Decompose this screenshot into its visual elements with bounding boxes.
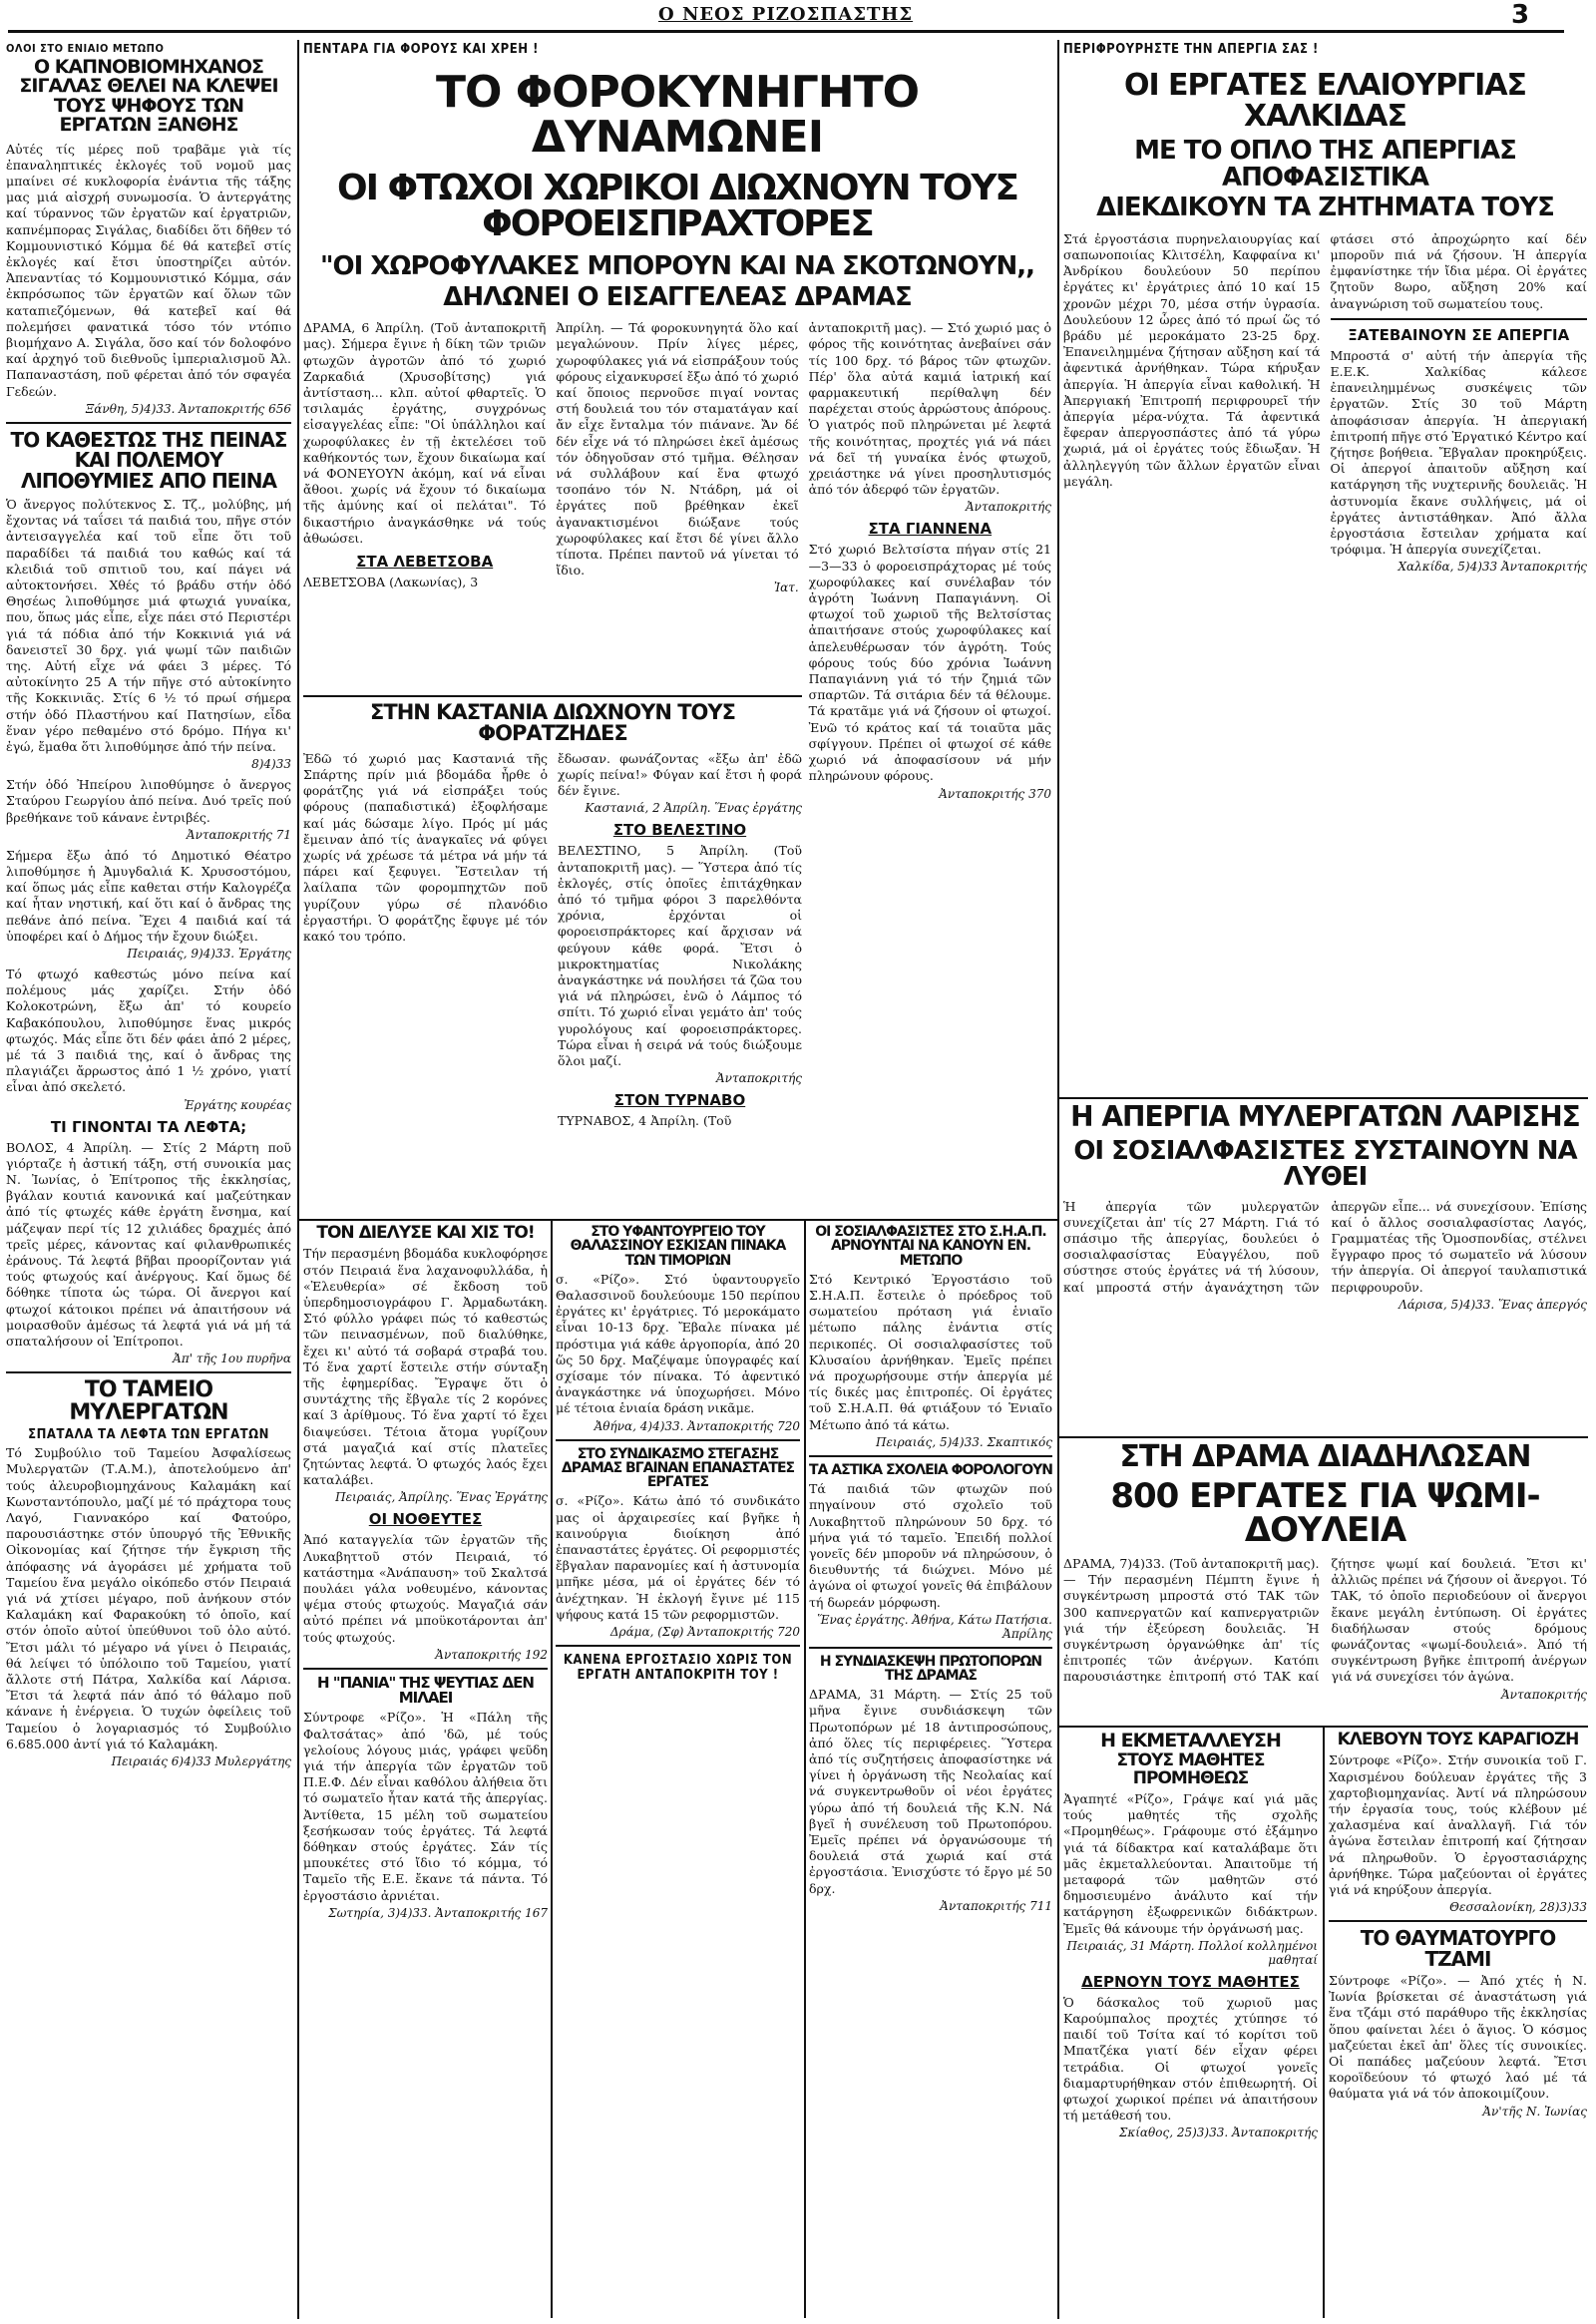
headline: ΤΟ ΚΑΘΕΣΤΩΣ ΤΗΣ ΠΕΙΝΑΣ ΚΑΙ ΠΟΛΕΜΟΥ ΛΙΠΟΘΥΜΙΕΣ ΑΠΟ ΠΕΙΝΑ: [10, 427, 287, 493]
article-body: Τό φτωχό καθεστώς μόνο πείνα καί πολέμους μάς χαρίζει. Στήν ὁδό Κολοκοτρώνη, ἔξω ἀπ' τό κουρείο Καβακόπουλου, λιποθύμησε ἕνας μικρός φτωχός. Μάς εἶπε ὅτι δέν φάει ἀπό 2 μέρες, μέ τά 3 παιδιά της, καί ὁ ἄνδρας της πλαγιάζει ἄρρωστος ἀπό 1 ½ χρόνο, γιατί εἶναι ἀπό σκελετό.: [6, 967, 291, 1095]
page-number: 3: [1511, 0, 1530, 30]
column-2-lower-b: [556, 1225, 800, 2319]
subheading: ΣΤΟΝ ΤΥΡΝΑΒΟ: [613, 1091, 746, 1110]
dateline: ΤΥΡΝΑΒΟΣ, 4 Ἀπρίλη. (Τοῦ: [558, 1113, 732, 1129]
separator: [556, 1439, 800, 1441]
column-divider: [551, 1221, 553, 2318]
article-body: ΔΡΑΜΑ, 31 Μάρτη. — Στίς 25 τοῦ μῆνα ἔγινε συνδιάσκεψη τῶν Πρωτοπόρων μέ 18 ἀντιπροσώπους, ἀπό ὅλες τίς περιφέρειες. Ὕστερα ἀπό τίς συζητήσεις ἀποφασίστηκε νά γίνει ἡ ὀργάνωση τῆς Νεολαίας καί νά συγκεντρωθοῦν οἱ νέοι ἐργάτες γύρω ἀπό τή δουλειά τῆς Κ.Ν. Νά βγεῖ ἡ συνέλευση τοῦ Πρωτοπόρου. Ἐμεῖς πρέπει νά ὀργανώσουμε τή δουλειά στά χωριά καί στά ἐργοστάσια. Ἐνισχύστε τό ἔργο μέ 50 δρχ.: [809, 1687, 1052, 1896]
article-signature: Πειραιάς, Ἀπρίλης. Ἕνας Ἐργάτης: [335, 1490, 548, 1505]
article-signature: Λάρισα, 5)4)33. Ἕνας ἀπεργός: [1398, 1297, 1587, 1312]
subheading: ΣΤΟ ΒΕΛΕΣΤΙΝΟ: [612, 821, 747, 840]
separator: [303, 695, 802, 697]
headline: ΣΤΟ ΥΦΑΝΤΟΥΡΓΕΙΟ ΤΟΥ ΘΑΛΑΣΣΙΝΟΥ ΕΣΚΙΣΑΝ ΠΙΝΑΚΑ ΤΩΝ ΤΙΜΟΡΙΩΝ: [570, 1225, 786, 1269]
headline: ΟΙ ΣΟΣΙΑΛΦΑΣΙΣΤΕΣ ΣΥΣΤΑΙΝΟΥΝ ΝΑ ΛΥΘΕΙ: [1073, 1135, 1577, 1193]
article-signature: Χαλκίδα, 5)4)33 Ἀνταποκριτής: [1397, 560, 1587, 575]
article-body: ΒΟΛΟΣ, 4 Ἀπρίλη. — Στίς 2 Μάρτη ποῦ γιόρταζε ἡ ἀστική τάξη, στή συνοικία μας Ν. Ἰωνίας, ὁ Ἐπίτροπος τῆς ἐκκλησίας, βγάλαν κουτιά κανονικά καί μαζεύτηκαν ἀπό τίς φτωχές κάθε ἐργάτη ἔνσημα, καί μάζεψαν περί τίς 12 χιλιάδες δραχμές ἀπό τρεῖς μέρες, κάνοντας καί φιλανθρωπικές ἐράνους. Τά λεφτά βῆβαι προορίζονταν γιά τούς φτωχούς καί ἀνέργους. Καί ὅμως δέ δόθηκε τίποτα ὡς τώρα. Οἱ ἄνεργοι καί φτωχοί κάτοικοι πρέπει νά ἀπαιτήσουν νά μοιρασθοῦν ἀμέσως τά λεφτά γιά νά μή τά σπαταλήσουν οἱ Ἐπίτροποι.: [6, 1139, 291, 1350]
article-signature: Θεσσαλονίκη, 28)3)33: [1449, 1900, 1587, 1915]
article-signature: Πειραιάς, 9)4)33. Ἐργάτης: [127, 947, 291, 961]
separator: [1329, 1920, 1587, 1922]
headline: Η ΣΥΝΔΙΑΣΚΕΨΗ ΠΡΩΤΟΠΟΡΩΝ ΤΗΣ ΔΡΑΜΑΣ: [819, 1653, 1042, 1684]
article-body: Μπροστά σ' αὐτή τήν ἀπεργία τῆς Ε.Ε.Κ. Χαλκίδας κάλεσε ἐπανειλημμένως συσκέψεις τῶν ἐργατῶν. Στίς 30 τοῦ Μάρτη ἀποφάσισαν ἀπεργία. Ἡ ἀπεργιακή ἐπιτροπή πῆγε στό Ἐργατικό Κέντρο καί ζήτησε βοήθεια. Ἔβγαλαν προκηρύξεις. Οἱ ἀπεργοί ἀπαιτοῦν αὔξηση καί κατάργηση τῆς νυχτερινῆς δουλειᾶς. Ἡ ἀστυνομία ἔκανε συλλήψεις, μά οἱ ἐργάτες ἀντιστάθηκαν. Ἀπό ἄλλα ἐργοστάσια ἔστειλαν χρήματα καί τρόφιμα. Ἡ ἀπεργία συνεχίζεται.: [1330, 347, 1587, 558]
headline: ΤΟ ΤΑΜΕΙΟ ΜΥΛΕΡΓΑΤΩΝ: [69, 1377, 228, 1425]
kicker: ΟΛΟΙ ΣΤΟ ΕΝΙΑΙΟ ΜΕΤΩΠΟ: [6, 42, 165, 55]
headline: Ο ΚΑΠΝΟΒΙΟΜΗΧΑΝΟΣ ΣΙΓΑΛΑΣ ΘΕΛΕΙ ΝΑ ΚΛΕΨΕΙ ΤΟΥΣ ΨΗΦΟΥΣ ΤΩΝ ΕΡΓΑΤΩΝ ΞΑΝΘΗΣ: [19, 56, 278, 137]
article-signature: Σωτηρία, 3)4)33. Ἀνταποκριτής 167: [328, 1905, 548, 1920]
separator: [1331, 318, 1588, 320]
article-body: Τό Συμβούλιο τοῦ Ταμείου Ἀσφαλίσεως Μυλεργατῶν (Τ.Α.Μ.), ἀποτελούμενο ἀπ' τούς ἀλευροβιομηχάνους Καλαμάκη καί Κωνσταντόπουλο, μαζί μέ τό πράχτορα τους Λαγό, Γιαννακόρο καί Φατούρο, παρουσιάστηκε στόν ὑπουργό τῆς Ἐθνικῆς Οἰκονομίας καί ζήτησε τήν ἔγκριση τῆς ἀπόφασης νά ἀγοράσει μέ χρήματα τοῦ Ταμείου ἕνα μεγάλο οἰκόπεδο στόν Πειραιά γιά νά χτίσει μέγαρο, ποῦ ἀνήκουν στόν Καλαμάκη καί Φαρακούκη τό ὁποῖο, καί στόν ὁποῖο αὐτοί ὑπεύθυνοι τοῦ ὁλο αὐτό. Ἔτσι μάλι τό μέγαρο νά γίνει ὁ Πειραιάς, θά λείψει τό ὑπόλοιπο τοῦ Ταμείου, γιατί ἄλλοτε στή Πάτρα, Χαλκίδα καί Λάρισα. Ἔτσι τά λεφτά πάν ἀπό τό θάλαμο ποῦ κάνανε ἡ ἐνέργεια. Ὁ τυχών ὀφείλεις τοῦ Ταμείου ὁ λογαριασμός τό Συμβούλιο 6.685.000 ἀντί γιά τό Καλαμάκη.: [6, 1445, 291, 1751]
subheading: ΣΤΑ ΛΕΒΕΤΣΟΒΑ: [356, 553, 494, 572]
separator: [556, 1645, 800, 1647]
headline: ΣΤΗΝ ΚΑΣΤΑΝΙΑ ΔΙΩΧΝΟΥΝ ΤΟΥΣ ΦΟΡΑΤΖΗΔΕΣ: [370, 700, 735, 746]
subheading: ΟΙ ΝΟΘΕΥΤΕΣ: [368, 1510, 483, 1529]
headline: ΟΙ ΦΤΩΧΟΙ ΧΩΡΙΚΟΙ ΔΙΩΧΝΟΥΝ ΤΟΥΣ ΦΟΡΟΕΙΣΠΡΑΧΤΟΡΕΣ: [336, 167, 1018, 245]
column-2-top: [303, 42, 1051, 1219]
headline: ΔΗΛΩΝΕΙ Ο ΕΙΣΑΓΓΕΛΕΑΣ ΔΡΑΜΑΣ: [443, 281, 912, 312]
headline: ΤΟ ΘΑΥΜΑΤΟΥΡΓΟ ΤΖΑΜΙ: [1360, 1926, 1556, 1971]
headline: ΟΙ ΕΡΓΑΤΕΣ ΕΛΑΙΟΥΡΓΙΑΣ ΧΑΛΚΙΔΑΣ: [1123, 68, 1527, 134]
article-body: Ἀπό καταγγελία τῶν ἐργατῶν τῆς Λυκαβηττοῦ στόν Πειραιά, τό κατάστημα «Ἀνάπαυση» τοῦ Σκαλτσά πουλάει γάλα νοθευμένο, κάνοντας ψέμα στούς φτωχούς. Μαγαζιά σάν αὐτό πρέπει νά μποϋκοτάρονται ἀπ' τούς φτωχούς.: [303, 1532, 548, 1645]
subheading: ΣΤΑ ΓΙΑΝΝΕΝΑ: [868, 520, 993, 539]
article-signature: Πειραιάς, 5)4)33. Σκαπτικός: [876, 1434, 1052, 1449]
article-body: Αὐτές τίς μέρες ποῦ τραβᾶμε γιὰ τίς ἐπαναληπτικές ἐκλογές τοῦ νομοῦ μας μπαίνει σέ κυκλοφορία ἐνάντια τῆς τάξης μας μιά αἰσχρή συνωμοσία. Ὁ ἀντεργάτης καί τύραννος τῶν ἐργατῶν καί ἐργατριῶν, καπνέμπορας Σιγάλας, διαδίδει ὅτι δῆθεν τό Κομμουνιστικό Κόμμα δέ θά κατεβεῖ στίς ἐκλογές καί ἔτσι ὑποστηρίζει αὐτόν. Ἀπεναντίας τό Κομμουνιστικό Κόμμα, σάν ἐκπρόσωπος τῶν ἐργατῶν καί ὅλων τῶν καταπιεζόμενων, θά κατεβεῖ καί θά πολεμήσει φανατικά τόσο τόν ντόπιο βιομήχανο Α. Σιγάλα, ὅσο καί τόν δολοφόνο καί ἀρχηγό τοῦ διεθνοῦς ἰμπεριαλισμοῦ Ἀλ. Παπαναστάση, ποῦ φέρεται ἀπό τόν σφαγέα Γεδεών.: [6, 141, 291, 399]
article-signature: Ἀθήνα, 4)4)33. Ἀνταποκριτής 720: [594, 1418, 800, 1433]
masthead-rule: [8, 30, 1564, 33]
column-2-lower-a: [303, 1225, 548, 2319]
column-2-lower-c: [809, 1225, 1052, 2319]
article-signature: Ἀνταποκριτής 370: [939, 786, 1051, 801]
article-signature: Πειραιάς, 31 Μάρτη. Πολλοί κολλημένοι μαθηταί: [1066, 1938, 1318, 1967]
article-signature: Ἀνταποκριτής: [716, 1071, 802, 1086]
dateline: ΛΕΒΕΤΣΟΒΑ (Λακωνίας), 3: [303, 575, 479, 590]
article-signature: Καστανιά, 2 Ἀπρίλη. Ἕνας ἐργάτης: [585, 801, 802, 816]
column-divider: [804, 1221, 806, 2318]
headline: Η "ΠΑΝΙΑ" ΤΗΣ ΨΕΥΤΙΑΣ ΔΕΝ ΜΙΛΑΕΙ: [317, 1673, 534, 1708]
separator: [299, 1219, 1057, 1221]
article-signature: Ἀν'τῆς Ν. Ἰωνίας: [1482, 2104, 1587, 2119]
article-body: Ἐδῶ τό χωριό μας Καστανιά τῆς Σπάρτης πρίν μιά βδομάδα ἦρθε ὁ φοράτζης γιά νά εἰσπράξει τούς φόρους (παπαδιστικά) ἐξοφλήσαμε καί μάς δώσαμε λίγο. Πρός μί μάς ἔμειναν ἀπό τίς ἀναγκαῖες νά φύγει χωρίς νά χρέωσε τά μέτρα νά μήν τά πάρει καί ξεφυγει. Ἔστειλαν τή λαίλαπα τῶν φορομπηχτῶν ποῦ γυρίζουν γύρω σέ πλανόδιο ἐργαστήρι. Ὁ φοράτζης ἔφυγε μέ τόν κακό του τρόπο.: [303, 750, 548, 945]
subheading: ΔΕΡΝΟΥΝ ΤΟΥΣ ΜΑΘΗΤΕΣ: [1081, 1972, 1300, 1991]
headline: 800 ΕΡΓΑΤΕΣ ΓΙΑ ΨΩΜΙ-ΔΟΥΛΕΙΑ: [1110, 1475, 1540, 1551]
headline: Η ΑΠΕΡΓΙΑ ΜΥΛΕΡΓΑΤΩΝ ΛΑΡΙΣΗΣ: [1070, 1103, 1580, 1133]
headline: ΣΤΟ ΣΥΝΔΙΚΑΣΜΟ ΣΤΕΓΑΣΗΣ ΔΡΑΜΑΣ ΒΓΑΙΝΑΝ ΕΠΑΝΑΣΤΑΤΕΣ ΕΡΓΑΤΕΣ: [561, 1445, 795, 1491]
separator: [6, 1371, 291, 1373]
article-body: Ἡ ἀπεργία τῶν μυλεργατῶν συνεχίζεται ἀπ' τίς 27 Μάρτη. Γιά τό σπάσιμο τῆς ἀπεργίας, δουλεύει ὁ σοσιαλφασίστας Εὐαγγέλου, ποῦ σύστησε στούς ἐργάτες νά τή λύσουν, καί μπροστά στήν ἀγανάχτηση τῶν ἀπεργῶν εἶπε... νά συνεχίσουν. Ἐπίσης καί ὁ ἄλλος σοσιαλφασίστας Λαγός, Γραμματέας τῆς Ὁμοσπονδίας, στέλνει ἔγγραφο προς τό σωματεῖο νά λύσουν τήν ἀπεργία. Οἱ ἀπεργοί ταυλαπιστικά περιφρουροῦν.: [1063, 1198, 1587, 1295]
article-body: σ. «Ρίζο». Στό ὑφαντουργεῖο Θαλασσινοῦ δουλεύουμε 150 περίπου ἐργάτες κι' ἐργάτριες. Τό μεροκάματο εἶναι 10-13 δρχ. Ἔβαλε πίνακα μέ πρόστιμα γιά κάθε ἀργοπορία, ἀπό 20 ὥς 50 δρχ. Μαζέψαμε ὑπογραφές καί σχίσαμε τόν πίνακα. Τό ἀφεντικό ἀναγκάστηκε νά ὑποχωρήσει. Μόνο μέ τέτοια ἑνιαία δράση νικᾶμε.: [556, 1271, 800, 1416]
separator: [809, 1455, 1052, 1457]
headline: Η ΕΚΜΕΤΑΛΛΕΥΣΗ: [1100, 1732, 1281, 1751]
article-body: Σύντροφε «Ρίζο». Στήν συνοικία τοῦ Γ. Χαρισμένου δούλευαν ἐργάτες τῆς 3 χαρτοβιομηχανίας. Ἀντί νά πληρώσουν τήν ἐργασία τους, τούς κλέβουν μέ χαλασμένα καί ἀναλλαγῆ. Γιά τόν ἀγώνα ἔστειλαν ἐπιτροπή καί ζήτησαν νά πληρωθοῦν. Ὁ ἐργοστασιάρχης ἀρνήθηκε. Τώρα μαζεύονται οἱ ἐργάτες γιά νά κηρύξουν ἀπεργία.: [1329, 1752, 1587, 1897]
headline: ΚΛΕΒΟΥΝ ΤΟΥΣ ΚΑΡΑΓΙΟΖΗ: [1337, 1732, 1579, 1749]
headline: ΔΙΕΚΔΙΚΟΥΝ ΤΑ ΖΗΤΗΜΑΤΑ ΤΟΥΣ: [1096, 193, 1554, 223]
article-col: [1063, 231, 1321, 581]
headline: ΟΙ ΣΟΣΙΑΛΦΑΣΙΣΤΕΣ ΣΤΟ Σ.Η.Α.Π. ΑΡΝΟΥΝΤΑΙ ΝΑ ΚΑΝΟΥΝ ΕΝ. ΜΕΤΩΠΟ: [815, 1225, 1046, 1269]
article-signature: Ἰατ.: [773, 581, 799, 595]
headline: ΤΟΝ ΔΙΕΛΥΣΕ ΚΑΙ ΧΙΣ ΤΟ!: [316, 1225, 535, 1243]
masthead: [0, 0, 1596, 40]
article-signature: 8)4)33: [251, 757, 291, 772]
column-divider: [1323, 1728, 1325, 2318]
article-body: ΒΕΛΕΣΤΙΝΟ, 5 Ἀπρίλη. (Τοῦ ἀνταποκριτῆ μας). — Ὕστερα ἀπό τίς ἐκλογές, στίς ὁποῖες ἐπιτάχθηκαν ἀπό τό τμῆμα φόροι 3 παρελθόντα χρόνια, ἐρχόνται οἱ φοροεισπράκτορες καί ἄρχισαν νά φεύγουν κάθε φορά. Ἔτσι ὁ μικροκτηματίας Νικολάκης ἀναγκάστηκε νά πουλήσει τά ζῶα του γιά νά πληρώσει, ἐνῶ ὁ Λάμπος τό σπίτι. Τό χωριό εἶναι γεμάτο ἀπ' τούς γυρολόγους καί φοροεισπράκτορες. Τώρα εἶναι ἡ σειρά νά τούς διώξουμε ὅλοι μαζί.: [558, 843, 802, 1069]
headline: ΜΕ ΤΟ ΟΠΛΟ ΤΗΣ ΑΠΕΡΓΙΑΣ ΑΠΟΦΑΣΙΣΤΙΚΑ: [1134, 136, 1516, 193]
kicker: ΠΕΡΙΦΡΟΥΡΗΣΤΕ ΤΗΝ ΑΠΕΡΓΙΑ ΣΑΣ !: [1063, 42, 1319, 57]
subheading: ΤΙ ΓΙΝΟΝΤΑΙ ΤΑ ΛΕΦΤΑ;: [50, 1117, 247, 1136]
headline: "ΟΙ ΧΩΡΟΦΥΛΑΚΕΣ ΜΠΟΡΟΥΝ ΚΑΙ ΝΑ ΣΚΟΤΩΝΟΥΝ,,: [319, 251, 1035, 282]
headline: ΣΤΟΥΣ ΜΑΘΗΤΕΣ ΠΡΟΜΗΘΕΩΣ: [1116, 1750, 1265, 1788]
separator: [303, 1668, 548, 1670]
article-body: ἀνταποκριτῆ μας). — Στό χωριό μας ὁ φόρος τῆς κοινότητας ἀνεβαίνει σάν τίς 100 δρχ. τό βάρος τῶν φτωχῶν. Πέρ' ὅλα αὐτά καμιά ἰατρική καί φαρμακευτική περίθαλψη δέν παρέχεται στούς ἀρρώστους ἀπόρους. Ὁ γιατρός ποῦ πληρώνεται μέ λεφτά τῆς κοινότητας, προχτές γιά νά πάει νά δεῖ τή γυναίκα ἑνός φτωχοῦ, χρειάστηκε νά γίνει προσηλυτισμός ἀπό τόν ἀδερφό τῶν ἐργατῶν.: [808, 320, 1051, 498]
headline: ΤΑ ΑΣΤΙΚΑ ΣΧΟΛΕΙΑ ΦΟΡΟΛΟΓΟΥΝ: [809, 1461, 1052, 1478]
separator: [809, 1647, 1052, 1649]
column-divider: [297, 40, 299, 2319]
article-col: [809, 320, 1051, 806]
article-body: φτάσει στό ἀπροχώρητο καί δέν μποροῦν πιά νά ζήσουν. Ἡ ἀπεργία ἐμφανίστηκε τήν ἴδια μέρα. Οἱ ἐργάτες ζητοῦν 8ωρο, αὔξηση 20% καί ἀναγνώριση τοῦ σωματείου τους.: [1330, 230, 1587, 311]
article-body: Ὁ δάσκαλος τοῦ χωριοῦ μας Καρούμπαλος προχτές χτύπησε τό παιδί τοῦ Τσίτα καί τό κορίτσι τοῦ Μπατζέκα γιατί δέν εἶχαν φέρει τετράδια. Οἱ φτωχοί γονεῖς διαμαρτυρήθηκαν στόν ἐπιθεωρητή. Οἱ φτωχοί χωρικοί πρέπει νά ἀπαιτήσουν τή μετάθεσή του.: [1063, 1994, 1318, 2124]
article-body: ΔΡΑΜΑ, 7)4)33. (Τοῦ ἀνταποκριτῆ μας).— Τήν περασμένη Πέμπτη ἔγινε ἡ συγκέντρωση μπροστά στό ΤΑΚ τῶν 300 καπνεργατῶν καί καπνεργατριῶν γιά τήν ἐξεύρεση δουλειᾶς. Ἡ συγκέντρωση ὀργανώθηκε ἀπ' τίς ἐπιτροπές τῶν ἀνέργων. Κατόπι παρουσιάστηκε ἐπιτροπή στό ΤΑΚ καί ζήτησε ψωμί καί δουλειά. Ἔτσι κι' ἀλλιῶς πρέπει νά ζήσουν οἱ ἄνεργοι. Τό ΤΑΚ, τό ὁποῖο περιοδεύουν οἱ ἄνεργοι ἔκανε μεγάλη ἐντύπωση. Οἱ ἐργάτες διαδήλωσαν στούς δρόμους φωνάζοντας «ψωμί-δουλειά». Ἀπό τή συγκέντρωση βγῆκε ἐπιτροπή ἀνέργων γιά νά συνεχίσει τόν ἀγώνα.: [1063, 1555, 1587, 1685]
column-3-top: [1063, 42, 1587, 1239]
column-3-lower-a: [1063, 1732, 1318, 2320]
column-divider: [1057, 40, 1059, 2319]
article-signature: Ἐργάτης κουρέας: [184, 1097, 291, 1112]
article-columns: [303, 751, 802, 1130]
article-col: [303, 751, 548, 1130]
newspaper-title: Ο ΝΕΟΣ ΡΙΖΟΣΠΑΣΤΗΣ: [658, 4, 914, 25]
article-signature: Σκίαθος, 25)3)33. Ἀνταποκριτής: [1118, 2126, 1318, 2140]
column-1: [6, 42, 291, 2321]
article-body: Ἀπρίλη. — Τά φοροκυνηγητά ὅλο καί μεγαλώνουν. Πρίν λίγες μέρες, χωροφύλακες γιά νά εἰσπράξουν τούς φόρους εἰχανκυρσεί ἔξω ἀπό τό χωριό καί ὅποιος περνοῦσε πιγαί νοντας στή δουλειά του τόν σταματάγαν καί ἄν εἶχε ἔνταλμα τόν πιάνανε. Ἄν δέ δέν εἶχε νά τό πληρώσει ἐκεῖ ἀμέσως τόν ὁδηγοῦσαν στό τμῆμα. Θέλησαν νά συλλάβουν καί ἕνα φτωχό τσοπάνο τόν Ν. Ντάδρη, μά οἱ ἐργάτες ποῦ βρέθηκαν ἐκεῖ ἀγανακτισμένοι διώξανε τούς χωροφύλακες καί ἔτσι δέ γίνει ἄλλο τίποτα. Πρέπει παντοῦ νά γίνεται τό ἴδιο.: [556, 320, 799, 579]
article-body: Σύντροφε «Ρίζο». Ἡ «Πάλη τῆς Φαλτσάτας» ἀπό 'δῶ, μέ τούς γελοίους λόγους μιάς, γράφει ψεῦδη γιά τήν ἀπεργία τῶν ἐργατῶν τοῦ Π.Ε.Φ. Δέν εἶναι καθόλου ἀλήθεια ὅτι τό σωματεῖο ἦταν κατά τῆς ἀπεργίας. Ἀντίθετα, 15 μέλη τοῦ σωματείου ξεσήκωσαν τούς ἐργάτες. Τά λεφτά δόθηκαν στούς ἐργάτες. Σάν τίς μπουκέτες στό ἴδιο τό κόμμα, τό Ταμεῖο τῆς Ε.Ε. ἔκανε τά πάντα. Τό ἐργοστάσιο ἀρνιέται.: [303, 1710, 548, 1903]
article-signature: Ἕνας ἐργάτης. Ἀθήνα, Κάτω Πατήσια. Ἀπρίλης: [817, 1612, 1052, 1641]
headline: ΣΤΗ ΔΡΑΜΑ ΔΙΑΔΗΛΩΣΑΝ: [1119, 1442, 1531, 1474]
article-col: [1331, 231, 1588, 581]
article-body: Ὁ ἄνεργος πολύτεκνος Σ. Τζ., μολύβης, μή ἔχοντας νά ταΐσει τά παιδιά του, πῆγε στόν ἀντεισαγγελέα καί τοῦ εἶπε ὅτι τοῦ παραδίδει τά παιδιά του καθώς καί τά κλειδιά τοῦ σπιτιοῦ του, καί πάγει νά αὐτοκτονήσει. Χθές τό βράδυ στήν ὁδό Θησέως λιποθύμησε μιά φτωχιά γυναίκα, που, ὅπως μάς εἶπε, εἶχε πάει στό Περιστέρι γιά τά πόδια ἀπό τήν Κοκκινιά γιά νά δανειστεῖ 30 δρχ. γιά ψωμί τῶν παιδιῶν της. Αὐτή εἶχε νά φάει 3 μέρες. Τό αὐτοκίνητο 25 Α τήν πῆγε στό αὐτοκίνητο τῆς Κοκκινιᾶς. Στίς 6 ½ τό πρωί σήμερα στήν ὁδό Πλαστήνου καί Πατησίων, εἶδα ἕναν γέρο πεθαμένο στό δρόμο. Πήγα κι' ἐγώ, ἔμαθα ὅτι λιποθύμησε ἀπό τήν πείνα.: [6, 496, 291, 754]
article-body: Τήν περασμένη βδομάδα κυκλοφόρησε στόν Πειραιά ἕνα λαχανοφυλλάδα, ἡ «Ἐλευθερία» σέ ἔκδοση τοῦ ὑπερδημοσιογράφου Γ. Ἀρμαδωτάκη. Στό φύλλο γράφει πώς τό καθεστώς τῶν πεινασμένων, ποῦ διαλύθηκε, ἔχει κι' αὐτό τά σοβαρά στραβά του. Τό ἕνα χαρτί ἔστειλε στήν σύνταξη τῆς ἐφημερίδας. Ἔγραψε ὅτι ὁ συντάχτης τῆς ἔβγαλε τίς 2 κορόνες καί 3 ἀρίθμους. Τό ἕνα χαρτί τό ἔχει διαψεύσει. Τέτοια ἄτομα γυρίζουν στά μαγαζιά καί στίς πλατεῖες ζητώντας λεφτά. Ὁ φτωχός λαός ἔχει καταλάβει.: [303, 1246, 548, 1488]
article-signature: Ἀνταποκριτής: [965, 500, 1051, 515]
article-body: ΔΡΑΜΑ, 6 Ἀπρίλη. (Τοῦ ἀνταποκριτῆ μας). Σήμερα ἔγινε ἡ δίκη τῶν τριῶν φτωχῶν ἀγροτῶν ἀπό τό χωριό Ζαρκαδιά (Χρυσοβίτσης) γιά ἀντίσταση... κλπ. αὐτοί φθαρτεῖς. Ὁ τσιλαμάς ἐργάτης, συγχρόνως εἰσαγγελέας εἶπε: "Οἱ ὑπάλληλοι καί χωροφύλακες ἐν τῇ ἐκτελέσει τοῦ καθήκοντός των, ἔχουν δικαίωμα καί νά ΦΟΝΕΥΟΥΝ ἀκόμη, καί νά εἶναι ἄθοοι. χωρίς νά ἔχουν τό δικαίωμα τῆς ἀμύνης καί οἱ πελάται". Τό δικαστήριο ἀναγκάσθηκε νά τούς ἀθωώσει.: [303, 320, 547, 546]
article-signature: Ἀπ' τῆς 1ου πυρῆνα: [173, 1352, 291, 1366]
column-3-lower-b: [1329, 1732, 1587, 2320]
article-signature: Ἀνταποκριτής 71: [186, 827, 291, 842]
article-body: Σήμερα ἔξω ἀπό τό Δημοτικό Θέατρο λιποθύμησε ἡ Ἀμυγδαλιά Κ. Χρυσοστόμου, καί ὅπως μάς εἶπε καθεται στήν Καλογρέζα καί ἦταν νηστική, καί ὅτι καί ὁ ἄνδρας της πεθάνε ἀπό πείνα. Ἔχει 4 παιδιά καί τά ὑποφέρει καί ὁ Δήμος τήν ἔχουν διώξει.: [6, 847, 291, 944]
kastania-article: [303, 702, 802, 1129]
kicker: ΣΠΑΤΑΛΑ ΤΑ ΛΕΦΤΑ ΤΩΝ ΕΡΓΑΤΩΝ: [28, 1427, 269, 1443]
article-body: Στό Κεντρικό Ἐργοστάσιο τοῦ Σ.Η.Α.Π. ἔστειλε ὁ πρόεδρος τοῦ σωματείου πρόταση γιά ἑνιαῖο μέτωπο πάλης ἐνάντια στίς περικοπές. Οἱ σοσιαλφασίστες τοῦ Κλυσαίου ἀρνήθηκαν. Ἐμεῖς πρέπει νά προχωρήσουμε στήν ἀπεργία μέ τίς δικές μας ἐπιτροπές. Οἱ ἐργάτες τοῦ Σ.Η.Α.Π. θά φτιάξουν τό Ἑνιαῖο Μέτωπο ἀπό τά κάτω.: [809, 1271, 1052, 1432]
article-body: Ἀγαπητέ «Ρίζο», Γράψε καί γιά μᾶς τούς μαθητές τῆς σχολῆς «Προμηθέως». Γράφουμε στό ἐξάμηνο γιά τά δίδακτρα καί καταλάβαμε ὅτι μᾶς ἐκμεταλλεύονται. Ἀπαιτοῦμε τή μεταφορά τῶν μαθητῶν στό δημοσιευμένο ἀνάλυτο καί τήν κατάργηση ἐξωφρενικῶν διδάκτρων. Ἐμεῖς θά κάνουμε τήν ὀργάνωσή μας.: [1063, 1791, 1318, 1936]
article-body: Στήν ὁδό Ἠπείρου λιποθύμησε ὁ ἄνεργος Σταύρου Γεωργίου ἀπό πείνα. Δυό τρεῖς πού βρεθήκανε τοῦ κάνανε ἐντριβές.: [6, 777, 291, 825]
article-signature: Πειραιάς 6)4)33 Μυλεργάτης: [111, 1754, 291, 1768]
separator: [6, 422, 291, 424]
article-body: Στό χωριό Βελτσίστα πήγαν στίς 21—3—33 ὁ φοροεισπράχτορας μέ τούς χωροφύλακες καί συνέλαβαν τόν ἀγρότη Ἰωάννη Παπαγιάννη. Οἱ φτωχοί τοῦ χωριοῦ τῆς Βελτσίστας ἀπαιτήσανε στούς χωροφύλακες καί ἀπελευθέρωσαν τόν ἀγρότη. Τούς φόρους τούς δύο χρόνια Ἰωάννη Παπαγιάννη γιά τό τήν ζημιά τῶν σπαρτῶν. Τά σιτάρια δέν τά θέλουμε. Τά κρατᾶμε γιά νά ζήσουν οἱ φτωχοί. Ἐνῶ τό κράτος καί τά τοιαῦτα μᾶς σφίγγουν. Πρέπει οἱ φτωχοί σέ κάθε χωριό νά ἀποφασίσουν νά μήν πληρώνουν φόρους.: [808, 542, 1051, 784]
article-signature: Ἀνταποκριτής: [1501, 1687, 1587, 1702]
drama-demo-article: [1063, 1442, 1587, 1722]
headline: ΤΟ ΦΟΡΟΚΥΝΗΓΗΤΟ ΔΥΝΑΜΩΝΕΙ: [435, 67, 920, 163]
article-body: Στά ἐργοστάσια πυρηνελαιουργίας καί σαπωνοποιίας Κλιτσέλη, Καφφαίνα κι' Ἀνδρίκου δουλεύουν 50 περίπου ἐργάτες κι' ἐργάτριες ἀπό 10 καί 15 χρονῶν μέχρι 70, μέσα στήν ὑγρασία. Δουλεύουν 12 ὧρες ἀπό τό πρωί ὥς τό βράδυ μέ μεροκάματο 23-25 δρχ. Ἐπανειλημμένα ζήτησαν αὔξηση καί τά ἀφεντικά ἀρνήθηκαν. Τώρα κήρυξαν ἀπεργία. Ἡ ἀπεργία εἶναι καθολική. Ἡ Ἀπεργιακή Ἐπιτροπή περιφρουρεῖ τήν ἀπεργία μέρα-νύχτα. Τά ἀφεντικά ἔφεραν ἀπεργοσπάστες ἀπό τά γύρω χωριά, μά οἱ ἐργάτες τούς ἔδιωξαν. Ἡ ἀλληλεγγύη τῶν ἄλλων ἐργατῶν εἶναι μεγάλη.: [1063, 230, 1321, 489]
article-signature: Ξάνθη, 5)4)33. Ἀνταποκριτής 656: [85, 401, 291, 416]
article-signature: Ἀνταποκριτής 711: [940, 1898, 1052, 1913]
larisa-article: [1063, 1103, 1587, 1432]
article-signature: Ἀνταποκριτής 192: [435, 1647, 548, 1662]
kicker: ΠΕΝΤΑΡΑ ΓΙΑ ΦΟΡΟΥΣ ΚΑΙ ΧΡΕΗ !: [303, 42, 539, 57]
article-body: Σύντροφε «Ρίζο». — Ἀπό χτές ἡ Ν. Ἰωνία βρίσκεται σέ ἀναστάτωση γιά ἕνα τζάμι στό παράθυρο τῆς ἐκκλησίας ὅπου φαίνεται λέει ὁ ἅγιος. Ὁ κόσμος μαζεύεται ἐκεῖ ἀπ' ὅλες τίς συνοικίες. Οἱ παπάδες μαζεύουν λεφτά. Ἔτσι κοροϊδεύουν τό φτωχό λαό μέ τά θαύματα γιά νά τόν ἀποκοιμίζουν.: [1329, 1972, 1587, 2102]
separator: [1059, 1436, 1588, 1438]
article-col: [558, 751, 802, 1130]
separator: [1059, 1097, 1588, 1099]
footer-slogan: ΚΑΝΕΝΑ ΕΡΓΟΣΤΑΣΙΟ ΧΩΡΙΣ ΤΟΝ ΕΡΓΑΤΗ ΑΝΤΑΠΟΚΡΙΤΗ ΤΟΥ !: [563, 1653, 793, 1684]
article-columns: [1063, 231, 1587, 581]
article-body: Τά παιδιά τῶν φτωχῶν πού πηγαίνουν στό σχολεῖο τοῦ Λυκαβηττοῦ πληρώνουν 50 δρχ. τό μήνα γιά τό ταμεῖο. Ἐπειδή πολλοί γονεῖς δέν μποροῦν νά πληρώσουν, ὁ διευθυντής τά διώχνει. Μόνο μέ ἀγώνα οἱ φτωχοί γονεῖς θά ἐπιβάλουν τή δωρεάν μόρφωση.: [809, 1481, 1052, 1610]
subheading: ΞΑΤΕΒΑΙΝΟΥΝ ΣΕ ΑΠΕΡΓΙΑ: [1348, 325, 1570, 344]
article-signature: Δράμα, (Σφ) Ἀνταποκριτής 720: [609, 1625, 800, 1640]
article-body: σ. «Ρίζο». Κάτω ἀπό τό συνδικάτο μας οἱ ἀρχαιρεσίες καί βγῆκε ἡ καινούργια διοίκηση ἀπό ἐπαναστάτες ἐργάτες. Οἱ ρεφορμιστές ἔβγαλαν παρανομίες καί ἡ ἀστυνομία μπῆκε μέσα, μά οἱ ἐργάτες δέν τό ἀνέχτηκαν. Ἡ ἐκλογή ἔγινε μέ 115 ψήφους κατά 15 τῶν ρεφορμιστῶν.: [556, 1493, 800, 1622]
article-body: ἔδωσαν. φωνάζοντας «ἔξω ἀπ' ἐδῶ χωρίς πείνα!» Φύγαν καί ἔτσι ἡ φορά δέν ἔγινε.: [558, 750, 802, 799]
